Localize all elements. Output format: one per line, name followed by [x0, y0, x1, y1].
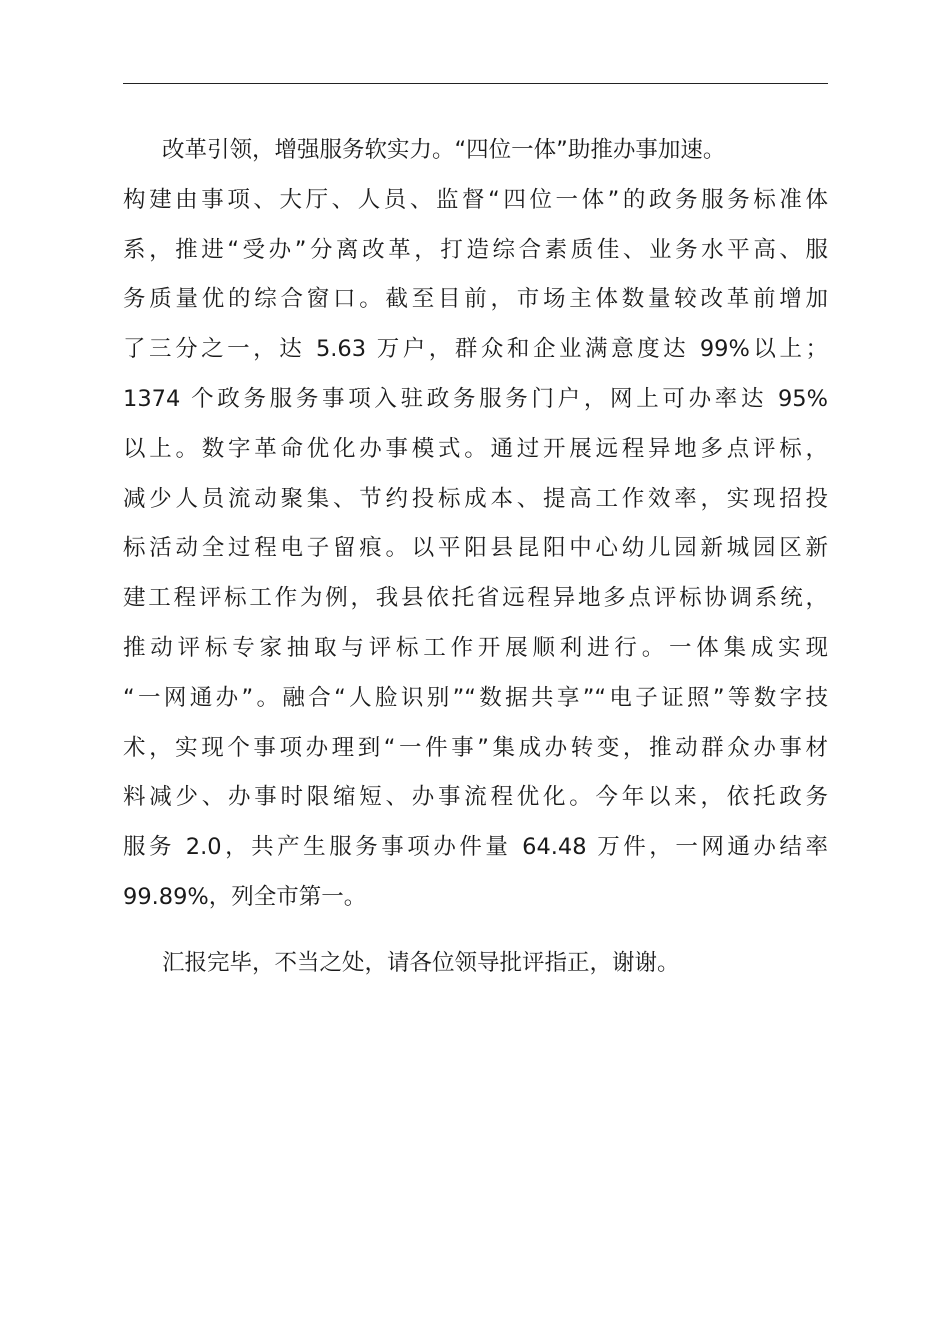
- paragraph-line: 系，推进“受办”分离改革，打造综合素质佳、业务水平高、服: [123, 236, 828, 263]
- paragraph-1: [123, 126, 828, 923]
- paragraph-line: 建工程评标工作为例，我县依托省远程异地多点评标协调系统，: [123, 585, 828, 612]
- paragraph-line: 1374 个政务服务事项入驻政务服务门户，网上可办率达 95%: [123, 385, 828, 412]
- paragraph-line: 构建由事项、大厅、人员、监督“四位一体”的政务服务标准体: [123, 186, 828, 213]
- paragraph-line: 改革引领，增强服务软实力。“四位一体”助推办事加速。: [162, 137, 726, 163]
- paragraph-line: 减少人员流动聚集、节约投标成本、提高工作效率，实现招投: [123, 485, 828, 512]
- paragraph-line: 务质量优的综合窗口。截至目前，市场主体数量较改革前增加: [123, 286, 828, 313]
- paragraph-line: 了三分之一，达 5.63 万户，群众和企业满意度达 99%以上；: [123, 336, 828, 363]
- header-rule: [123, 83, 828, 84]
- paragraph-line: 服务 2.0，共产生服务事项办件量 64.48 万件，一网通办结率: [123, 834, 828, 861]
- paragraph-line: “一网通办”。融合“人脸识别”“数据共享”“电子证照”等数字技: [123, 684, 828, 711]
- paragraph-line: 99.89%，列全市第一。: [123, 883, 367, 910]
- paragraph-line: 汇报完毕，不当之处，请各位领导批评指正，谢谢。: [162, 949, 680, 976]
- paragraph-2: [123, 939, 828, 989]
- paragraph-line: 术，实现个事项办理到“一件事”集成办转变，推动群众办事材: [123, 734, 828, 761]
- body-text: [123, 126, 828, 989]
- paragraph-line: 标活动全过程电子留痕。以平阳县昆阳中心幼儿园新城园区新: [123, 535, 828, 562]
- paragraph-gap: [123, 923, 828, 939]
- paragraph-line: 料减少、办事时限缩短、办事流程优化。今年以来，依托政务: [123, 784, 828, 811]
- paragraph-line: 以上。数字革命优化办事模式。通过开展远程异地多点评标，: [123, 435, 828, 462]
- paragraph-line: 推动评标专家抽取与评标工作开展顺利进行。一体集成实现: [123, 634, 828, 661]
